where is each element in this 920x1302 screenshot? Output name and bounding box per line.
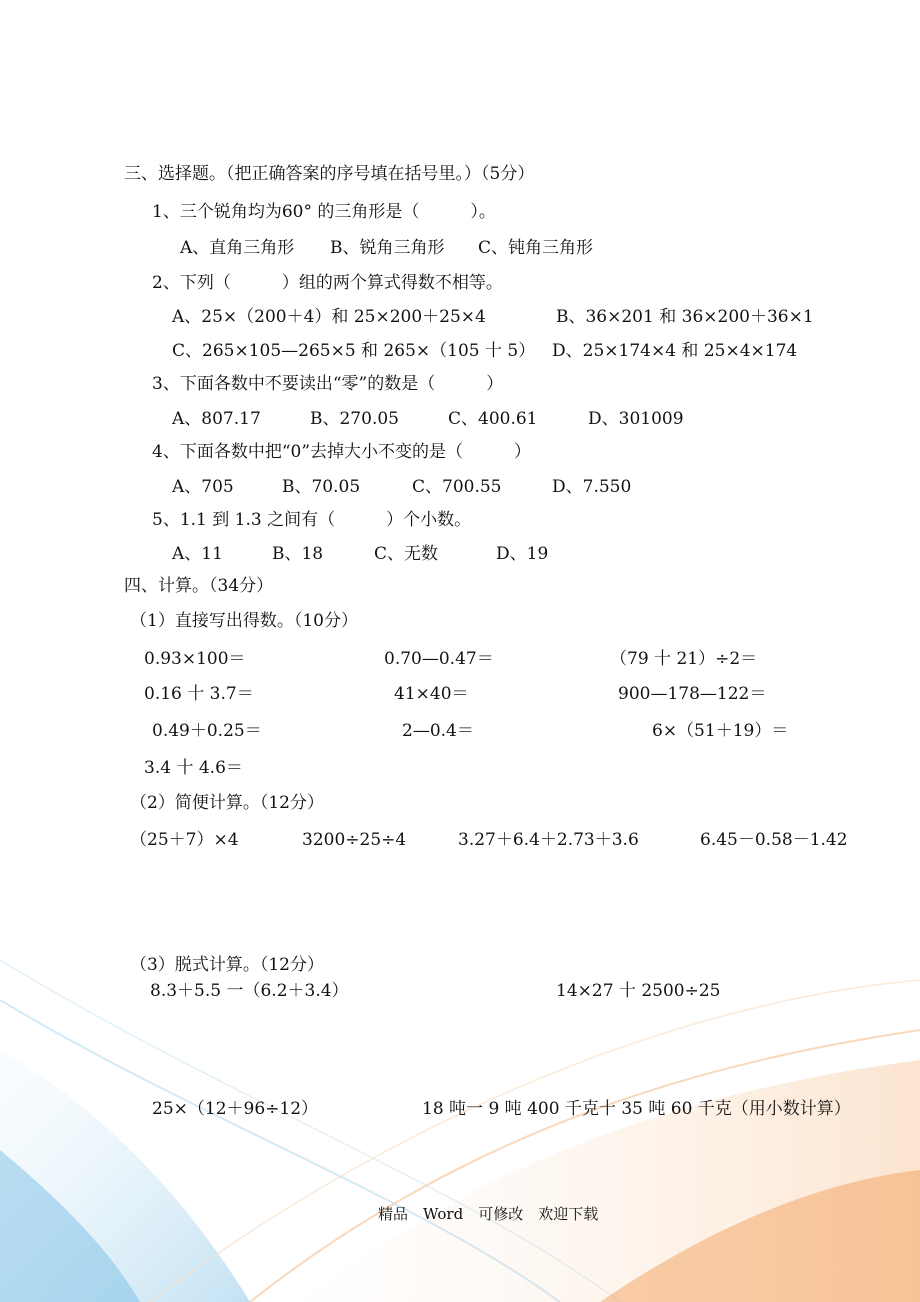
oral-calc-item: 900—178—122＝	[618, 684, 767, 704]
simplify-item: 6.45－0.58－1.42	[700, 830, 848, 850]
stepwise-item: 14×27 十 2500÷25	[556, 981, 721, 1001]
stepwise-item: 18 吨一 9 吨 400 千克十 35 吨 60 千克（用小数计算）	[422, 1099, 851, 1119]
oral-calc-item: 0.16 十 3.7＝	[144, 684, 254, 704]
oral-calc-item: （79 十 21）÷2＝	[610, 649, 758, 669]
question-5-option-c: C、无数	[374, 544, 439, 564]
question-2-stem: 2、下列（ ）组的两个算式得数不相等。	[152, 273, 503, 293]
question-1-option-a: A、直角三角形	[180, 238, 295, 258]
simplify-item: （25＋7）×4	[130, 830, 239, 850]
question-2-option-d: D、25×174×4 和 25×4×174	[552, 341, 798, 361]
part-1-heading: （1）直接写出得数。（10分）	[130, 611, 358, 631]
question-1-option-b: B、锐角三角形	[330, 238, 445, 258]
oral-calc-item: 2—0.4＝	[402, 721, 474, 741]
stepwise-item: 8.3＋5.5 一（6.2＋3.4）	[150, 981, 349, 1001]
simplify-item: 3200÷25÷4	[302, 830, 407, 850]
oral-calc-item: 0.70—0.47＝	[384, 649, 494, 669]
question-4-option-a: A、705	[172, 477, 234, 497]
oral-calc-item: 6×（51＋19）＝	[652, 721, 789, 741]
oral-calc-item: 41×40＝	[394, 684, 469, 704]
simplify-item: 3.27＋6.4＋2.73＋3.6	[458, 830, 639, 850]
question-3-option-a: A、807.17	[172, 409, 261, 429]
question-2-option-c: C、265×105—265×5 和 265×（105 十 5）	[172, 341, 536, 361]
question-5-option-a: A、11	[172, 544, 223, 564]
question-4-option-b: B、70.05	[282, 477, 361, 497]
oral-calc-item: 3.4 十 4.6＝	[144, 758, 243, 778]
part-3-heading: （3）脱式计算。（12分）	[130, 955, 324, 975]
question-1-stem: 1、三个锐角均为60° 的三角形是（ ）。	[152, 202, 496, 222]
section-3-heading: 三、选择题。（把正确答案的序号填在括号里。）（5分）	[124, 164, 535, 184]
stepwise-item: 25×（12＋96÷12）	[152, 1099, 319, 1119]
page-footer: 精品 Word 可修改 欢迎下载	[378, 1205, 599, 1223]
question-4-stem: 4、下面各数中把“0”去掉大小不变的是（ ）	[152, 442, 532, 462]
question-3-option-b: B、270.05	[310, 409, 399, 429]
part-2-heading: （2）简便计算。（12分）	[130, 793, 324, 813]
oral-calc-item: 0.93×100＝	[144, 649, 246, 669]
question-3-option-d: D、301009	[588, 409, 684, 429]
question-1-option-c: C、钝角三角形	[478, 238, 594, 258]
question-3-option-c: C、400.61	[448, 409, 538, 429]
question-2-option-a: A、25×（200＋4）和 25×200＋25×4	[172, 307, 486, 327]
question-2-option-b: B、36×201 和 36×200＋36×1	[556, 307, 814, 327]
question-5-stem: 5、1.1 到 1.3 之间有（ ）个小数。	[152, 510, 472, 530]
section-4-heading: 四、计算。（34分）	[124, 576, 274, 596]
question-3-stem: 3、下面各数中不要读出“零”的数是（ ）	[152, 374, 504, 394]
oral-calc-item: 0.49＋0.25＝	[152, 721, 262, 741]
question-4-option-c: C、700.55	[412, 477, 502, 497]
question-5-option-d: D、19	[496, 544, 549, 564]
question-4-option-d: D、7.550	[552, 477, 632, 497]
question-5-option-b: B、18	[272, 544, 324, 564]
